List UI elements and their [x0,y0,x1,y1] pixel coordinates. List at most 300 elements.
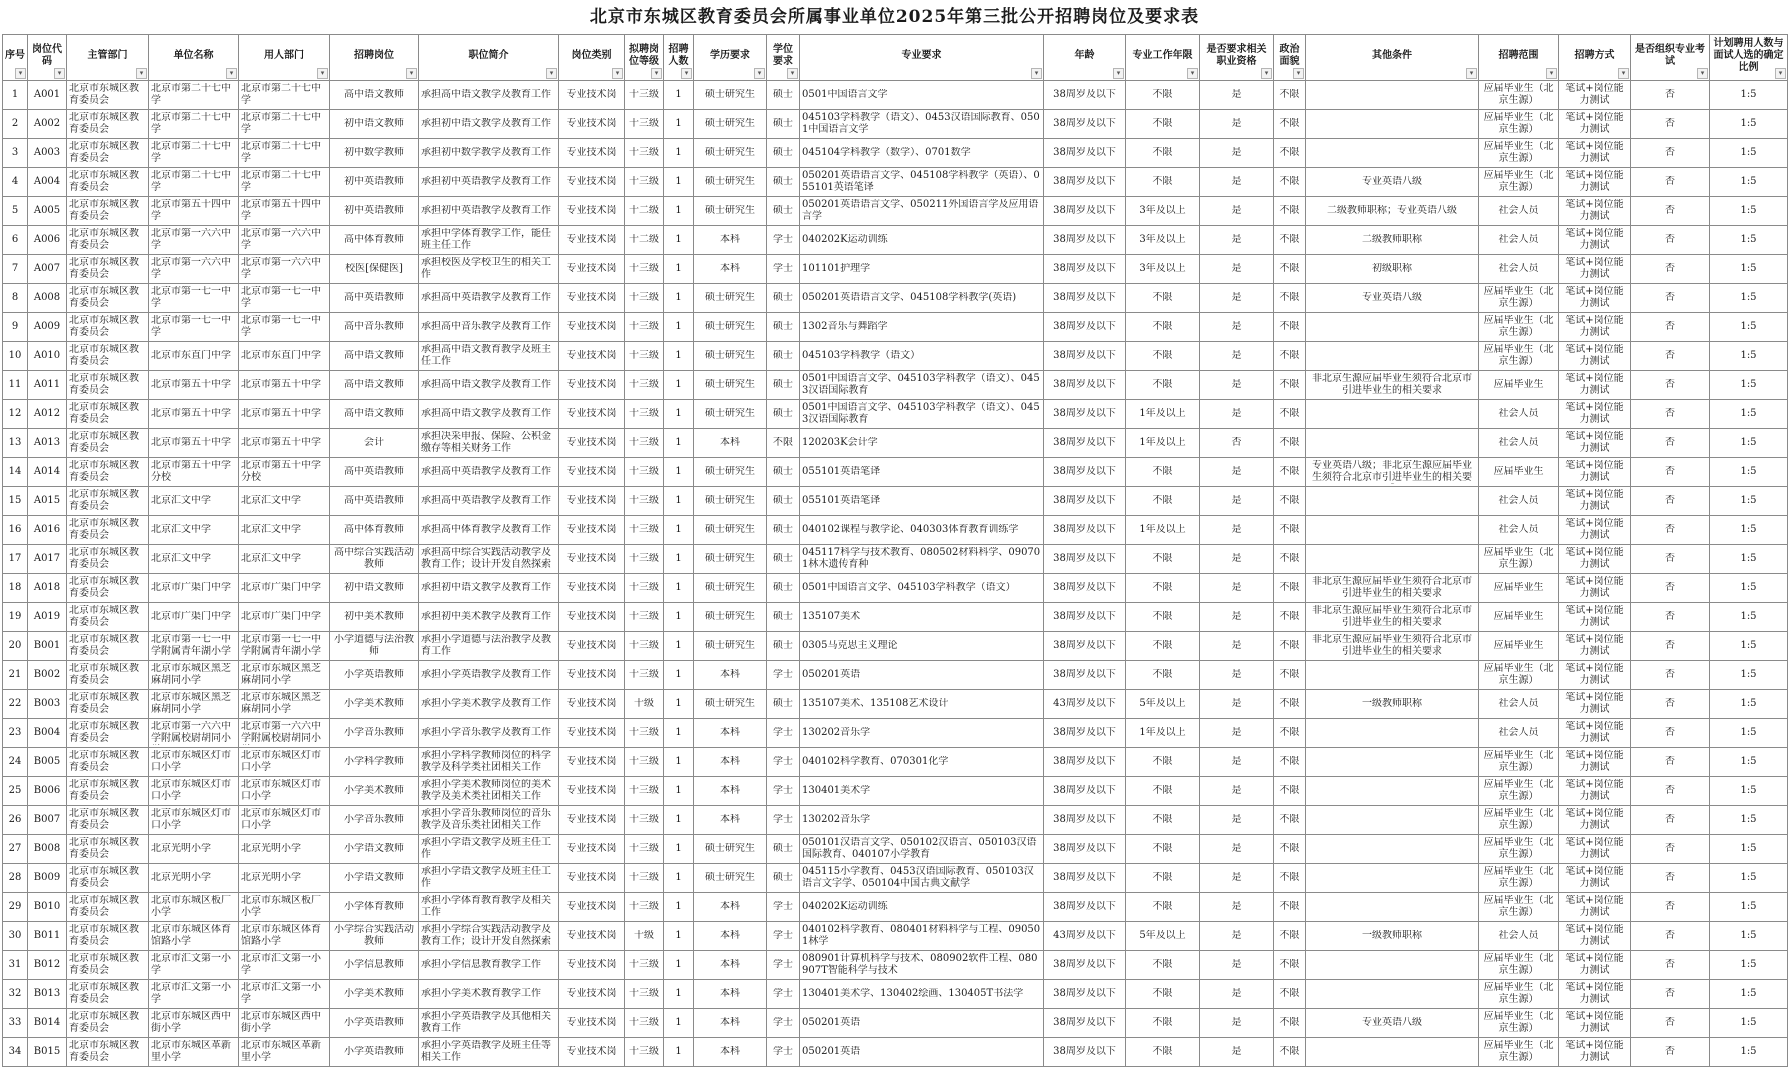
cell-education[interactable] [694,777,767,806]
cell-major[interactable] [800,661,1044,690]
filter-dropdown-icon[interactable]: ▾ [1618,68,1629,79]
cell-competent-dept[interactable] [67,632,149,661]
cell-exam[interactable] [1631,487,1710,516]
cell-seq[interactable] [3,458,28,487]
cell-major[interactable] [800,284,1044,313]
cell-degree[interactable] [767,951,800,980]
cell-education[interactable] [694,197,767,226]
cell-work-years[interactable] [1126,81,1200,110]
cell-competent-dept[interactable] [67,139,149,168]
cell-unit-name[interactable] [149,719,239,748]
cell-post-code[interactable] [28,835,67,864]
cell-education[interactable] [694,661,767,690]
cell-degree[interactable] [767,487,800,516]
cell-seq[interactable] [3,893,28,922]
cell-interview-ratio[interactable] [1710,719,1788,748]
cell-unit-name[interactable] [149,516,239,545]
cell-major[interactable] [800,139,1044,168]
cell-qualification[interactable] [1200,864,1274,893]
cell-recruit-scope[interactable] [1479,313,1559,342]
cell-exam[interactable] [1631,574,1710,603]
cell-headcount[interactable] [664,951,694,980]
cell-seq[interactable] [3,661,28,690]
cell-post-category[interactable] [559,458,625,487]
cell-political-status[interactable] [1274,1009,1306,1038]
cell-political-status[interactable] [1274,226,1306,255]
cell-recruit-method[interactable] [1559,922,1631,951]
cell-competent-dept[interactable] [67,313,149,342]
cell-competent-dept[interactable] [67,400,149,429]
cell-post-level[interactable] [625,81,664,110]
cell-other-conditions[interactable] [1306,777,1479,806]
cell-hiring-dept[interactable] [239,574,330,603]
cell-interview-ratio[interactable] [1710,922,1788,951]
cell-post-code[interactable] [28,168,67,197]
cell-job-intro[interactable] [419,980,559,1009]
cell-recruit-scope[interactable] [1479,690,1559,719]
cell-degree[interactable] [767,1009,800,1038]
cell-post-code[interactable] [28,980,67,1009]
cell-headcount[interactable] [664,632,694,661]
cell-interview-ratio[interactable] [1710,690,1788,719]
cell-job-intro[interactable] [419,226,559,255]
cell-seq[interactable] [3,197,28,226]
cell-work-years[interactable] [1126,226,1200,255]
cell-post-category[interactable] [559,429,625,458]
cell-major[interactable] [800,574,1044,603]
cell-position[interactable] [330,806,419,835]
cell-job-intro[interactable] [419,313,559,342]
cell-job-intro[interactable] [419,139,559,168]
cell-recruit-method[interactable] [1559,603,1631,632]
cell-exam[interactable] [1631,226,1710,255]
cell-interview-ratio[interactable] [1710,806,1788,835]
cell-post-code[interactable] [28,1009,67,1038]
cell-political-status[interactable] [1274,487,1306,516]
cell-education[interactable] [694,400,767,429]
cell-education[interactable] [694,951,767,980]
cell-political-status[interactable] [1274,313,1306,342]
cell-education[interactable] [694,893,767,922]
cell-qualification[interactable] [1200,110,1274,139]
cell-headcount[interactable] [664,893,694,922]
cell-recruit-method[interactable] [1559,487,1631,516]
cell-interview-ratio[interactable] [1710,632,1788,661]
cell-seq[interactable] [3,1038,28,1067]
cell-job-intro[interactable] [419,284,559,313]
cell-hiring-dept[interactable] [239,255,330,284]
cell-interview-ratio[interactable] [1710,284,1788,313]
cell-post-code[interactable] [28,81,67,110]
cell-post-code[interactable] [28,139,67,168]
cell-qualification[interactable] [1200,429,1274,458]
cell-post-category[interactable] [559,893,625,922]
cell-unit-name[interactable] [149,951,239,980]
cell-education[interactable] [694,806,767,835]
cell-post-code[interactable] [28,110,67,139]
cell-age[interactable] [1044,1038,1126,1067]
cell-hiring-dept[interactable] [239,516,330,545]
cell-qualification[interactable] [1200,342,1274,371]
cell-political-status[interactable] [1274,458,1306,487]
cell-exam[interactable] [1631,255,1710,284]
filter-dropdown-icon[interactable]: ▾ [1546,68,1557,79]
cell-age[interactable] [1044,226,1126,255]
cell-other-conditions[interactable] [1306,806,1479,835]
cell-post-code[interactable] [28,661,67,690]
cell-education[interactable] [694,487,767,516]
cell-work-years[interactable] [1126,661,1200,690]
cell-work-years[interactable] [1126,777,1200,806]
cell-major[interactable] [800,429,1044,458]
cell-interview-ratio[interactable] [1710,574,1788,603]
cell-political-status[interactable] [1274,516,1306,545]
cell-job-intro[interactable] [419,1009,559,1038]
cell-competent-dept[interactable] [67,429,149,458]
cell-post-level[interactable] [625,922,664,951]
filter-dropdown-icon[interactable]: ▾ [1187,68,1198,79]
cell-job-intro[interactable] [419,400,559,429]
cell-education[interactable] [694,81,767,110]
cell-qualification[interactable] [1200,893,1274,922]
cell-degree[interactable] [767,632,800,661]
cell-other-conditions[interactable] [1306,197,1479,226]
cell-hiring-dept[interactable] [239,951,330,980]
cell-recruit-scope[interactable] [1479,168,1559,197]
cell-unit-name[interactable] [149,429,239,458]
cell-education[interactable] [694,1009,767,1038]
cell-seq[interactable] [3,342,28,371]
cell-post-level[interactable] [625,980,664,1009]
cell-exam[interactable] [1631,980,1710,1009]
filter-dropdown-icon[interactable]: ▾ [317,68,328,79]
cell-interview-ratio[interactable] [1710,371,1788,400]
cell-qualification[interactable] [1200,806,1274,835]
cell-job-intro[interactable] [419,951,559,980]
cell-recruit-method[interactable] [1559,81,1631,110]
cell-job-intro[interactable] [419,574,559,603]
cell-recruit-method[interactable] [1559,371,1631,400]
cell-political-status[interactable] [1274,400,1306,429]
cell-unit-name[interactable] [149,313,239,342]
cell-unit-name[interactable] [149,980,239,1009]
cell-seq[interactable] [3,400,28,429]
cell-unit-name[interactable] [149,342,239,371]
cell-recruit-scope[interactable] [1479,429,1559,458]
cell-seq[interactable] [3,81,28,110]
cell-work-years[interactable] [1126,806,1200,835]
cell-political-status[interactable] [1274,371,1306,400]
cell-age[interactable] [1044,429,1126,458]
cell-position[interactable] [330,1038,419,1067]
cell-recruit-method[interactable] [1559,545,1631,574]
cell-other-conditions[interactable] [1306,1009,1479,1038]
cell-major[interactable] [800,197,1044,226]
cell-degree[interactable] [767,110,800,139]
cell-post-level[interactable] [625,342,664,371]
cell-recruit-scope[interactable] [1479,342,1559,371]
cell-interview-ratio[interactable] [1710,139,1788,168]
cell-unit-name[interactable] [149,893,239,922]
cell-political-status[interactable] [1274,864,1306,893]
cell-recruit-method[interactable] [1559,458,1631,487]
cell-age[interactable] [1044,893,1126,922]
cell-recruit-scope[interactable] [1479,980,1559,1009]
cell-qualification[interactable] [1200,748,1274,777]
cell-recruit-method[interactable] [1559,429,1631,458]
cell-recruit-scope[interactable] [1479,110,1559,139]
cell-hiring-dept[interactable] [239,371,330,400]
cell-unit-name[interactable] [149,458,239,487]
cell-hiring-dept[interactable] [239,719,330,748]
cell-post-category[interactable] [559,777,625,806]
cell-hiring-dept[interactable] [239,835,330,864]
cell-post-level[interactable] [625,719,664,748]
cell-position[interactable] [330,371,419,400]
cell-post-level[interactable] [625,632,664,661]
cell-seq[interactable] [3,864,28,893]
filter-dropdown-icon[interactable]: ▾ [1697,68,1708,79]
cell-seq[interactable] [3,313,28,342]
cell-major[interactable] [800,110,1044,139]
cell-seq[interactable] [3,110,28,139]
cell-major[interactable] [800,806,1044,835]
cell-other-conditions[interactable] [1306,226,1479,255]
cell-competent-dept[interactable] [67,371,149,400]
cell-post-category[interactable] [559,690,625,719]
cell-degree[interactable] [767,371,800,400]
cell-recruit-method[interactable] [1559,139,1631,168]
cell-major[interactable] [800,893,1044,922]
cell-headcount[interactable] [664,516,694,545]
cell-headcount[interactable] [664,487,694,516]
cell-post-category[interactable] [559,400,625,429]
cell-interview-ratio[interactable] [1710,516,1788,545]
cell-post-code[interactable] [28,574,67,603]
cell-post-category[interactable] [559,748,625,777]
cell-degree[interactable] [767,168,800,197]
cell-post-code[interactable] [28,400,67,429]
cell-unit-name[interactable] [149,603,239,632]
cell-seq[interactable] [3,835,28,864]
cell-qualification[interactable] [1200,400,1274,429]
cell-recruit-scope[interactable] [1479,748,1559,777]
cell-age[interactable] [1044,110,1126,139]
cell-exam[interactable] [1631,139,1710,168]
cell-seq[interactable] [3,545,28,574]
cell-position[interactable] [330,545,419,574]
cell-degree[interactable] [767,922,800,951]
cell-exam[interactable] [1631,197,1710,226]
cell-education[interactable] [694,371,767,400]
cell-political-status[interactable] [1274,342,1306,371]
cell-headcount[interactable] [664,255,694,284]
cell-exam[interactable] [1631,603,1710,632]
cell-post-level[interactable] [625,139,664,168]
cell-qualification[interactable] [1200,284,1274,313]
cell-major[interactable] [800,545,1044,574]
cell-other-conditions[interactable] [1306,110,1479,139]
cell-hiring-dept[interactable] [239,81,330,110]
cell-unit-name[interactable] [149,806,239,835]
filter-dropdown-icon[interactable]: ▾ [406,68,417,79]
cell-political-status[interactable] [1274,139,1306,168]
cell-post-level[interactable] [625,168,664,197]
cell-political-status[interactable] [1274,893,1306,922]
cell-unit-name[interactable] [149,226,239,255]
cell-competent-dept[interactable] [67,1009,149,1038]
cell-recruit-method[interactable] [1559,632,1631,661]
cell-other-conditions[interactable] [1306,487,1479,516]
cell-recruit-scope[interactable] [1479,632,1559,661]
cell-seq[interactable] [3,487,28,516]
cell-unit-name[interactable] [149,168,239,197]
cell-post-category[interactable] [559,284,625,313]
cell-competent-dept[interactable] [67,487,149,516]
cell-work-years[interactable] [1126,487,1200,516]
cell-education[interactable] [694,110,767,139]
cell-degree[interactable] [767,342,800,371]
cell-interview-ratio[interactable] [1710,487,1788,516]
cell-age[interactable] [1044,400,1126,429]
cell-hiring-dept[interactable] [239,690,330,719]
cell-competent-dept[interactable] [67,197,149,226]
filter-dropdown-icon[interactable]: ▾ [546,68,557,79]
cell-education[interactable] [694,632,767,661]
cell-work-years[interactable] [1126,371,1200,400]
cell-job-intro[interactable] [419,545,559,574]
cell-position[interactable] [330,719,419,748]
cell-job-intro[interactable] [419,342,559,371]
cell-age[interactable] [1044,1009,1126,1038]
filter-dropdown-icon[interactable]: ▾ [1031,68,1042,79]
cell-position[interactable] [330,603,419,632]
cell-interview-ratio[interactable] [1710,980,1788,1009]
cell-post-code[interactable] [28,893,67,922]
cell-post-category[interactable] [559,1009,625,1038]
cell-post-category[interactable] [559,661,625,690]
cell-political-status[interactable] [1274,545,1306,574]
cell-degree[interactable] [767,284,800,313]
cell-qualification[interactable] [1200,458,1274,487]
cell-major[interactable] [800,864,1044,893]
cell-seq[interactable] [3,1009,28,1038]
cell-hiring-dept[interactable] [239,197,330,226]
cell-qualification[interactable] [1200,81,1274,110]
cell-qualification[interactable] [1200,255,1274,284]
cell-degree[interactable] [767,748,800,777]
cell-post-level[interactable] [625,893,664,922]
cell-competent-dept[interactable] [67,81,149,110]
cell-interview-ratio[interactable] [1710,342,1788,371]
cell-political-status[interactable] [1274,603,1306,632]
cell-degree[interactable] [767,864,800,893]
cell-headcount[interactable] [664,661,694,690]
cell-post-level[interactable] [625,690,664,719]
cell-job-intro[interactable] [419,516,559,545]
cell-recruit-scope[interactable] [1479,1009,1559,1038]
cell-major[interactable] [800,1038,1044,1067]
cell-post-category[interactable] [559,603,625,632]
cell-post-level[interactable] [625,487,664,516]
cell-competent-dept[interactable] [67,110,149,139]
cell-degree[interactable] [767,835,800,864]
cell-recruit-method[interactable] [1559,226,1631,255]
cell-recruit-method[interactable] [1559,806,1631,835]
cell-post-category[interactable] [559,545,625,574]
cell-post-category[interactable] [559,371,625,400]
cell-seq[interactable] [3,777,28,806]
cell-recruit-method[interactable] [1559,951,1631,980]
cell-exam[interactable] [1631,719,1710,748]
cell-political-status[interactable] [1274,197,1306,226]
cell-headcount[interactable] [664,400,694,429]
cell-recruit-scope[interactable] [1479,139,1559,168]
cell-work-years[interactable] [1126,980,1200,1009]
cell-other-conditions[interactable] [1306,1038,1479,1067]
cell-recruit-method[interactable] [1559,168,1631,197]
cell-position[interactable] [330,139,419,168]
cell-recruit-scope[interactable] [1479,661,1559,690]
cell-hiring-dept[interactable] [239,545,330,574]
cell-education[interactable] [694,1038,767,1067]
cell-education[interactable] [694,545,767,574]
cell-other-conditions[interactable] [1306,81,1479,110]
cell-education[interactable] [694,980,767,1009]
cell-competent-dept[interactable] [67,835,149,864]
cell-seq[interactable] [3,690,28,719]
cell-work-years[interactable] [1126,168,1200,197]
cell-other-conditions[interactable] [1306,284,1479,313]
cell-seq[interactable] [3,980,28,1009]
cell-competent-dept[interactable] [67,690,149,719]
cell-qualification[interactable] [1200,545,1274,574]
cell-competent-dept[interactable] [67,603,149,632]
cell-political-status[interactable] [1274,110,1306,139]
cell-age[interactable] [1044,574,1126,603]
cell-recruit-method[interactable] [1559,719,1631,748]
cell-hiring-dept[interactable] [239,661,330,690]
cell-education[interactable] [694,284,767,313]
cell-post-category[interactable] [559,516,625,545]
cell-exam[interactable] [1631,632,1710,661]
cell-qualification[interactable] [1200,487,1274,516]
filter-dropdown-icon[interactable]: ▾ [1775,68,1786,79]
cell-recruit-method[interactable] [1559,1009,1631,1038]
cell-degree[interactable] [767,893,800,922]
cell-competent-dept[interactable] [67,777,149,806]
cell-job-intro[interactable] [419,632,559,661]
cell-position[interactable] [330,574,419,603]
cell-interview-ratio[interactable] [1710,429,1788,458]
cell-major[interactable] [800,632,1044,661]
cell-post-level[interactable] [625,748,664,777]
filter-dropdown-icon[interactable]: ▾ [787,68,798,79]
cell-age[interactable] [1044,197,1126,226]
cell-position[interactable] [330,168,419,197]
cell-hiring-dept[interactable] [239,342,330,371]
cell-exam[interactable] [1631,284,1710,313]
cell-post-level[interactable] [625,313,664,342]
cell-age[interactable] [1044,951,1126,980]
cell-recruit-scope[interactable] [1479,864,1559,893]
cell-hiring-dept[interactable] [239,864,330,893]
cell-unit-name[interactable] [149,400,239,429]
cell-post-code[interactable] [28,197,67,226]
cell-recruit-method[interactable] [1559,1038,1631,1067]
cell-major[interactable] [800,371,1044,400]
cell-headcount[interactable] [664,1038,694,1067]
